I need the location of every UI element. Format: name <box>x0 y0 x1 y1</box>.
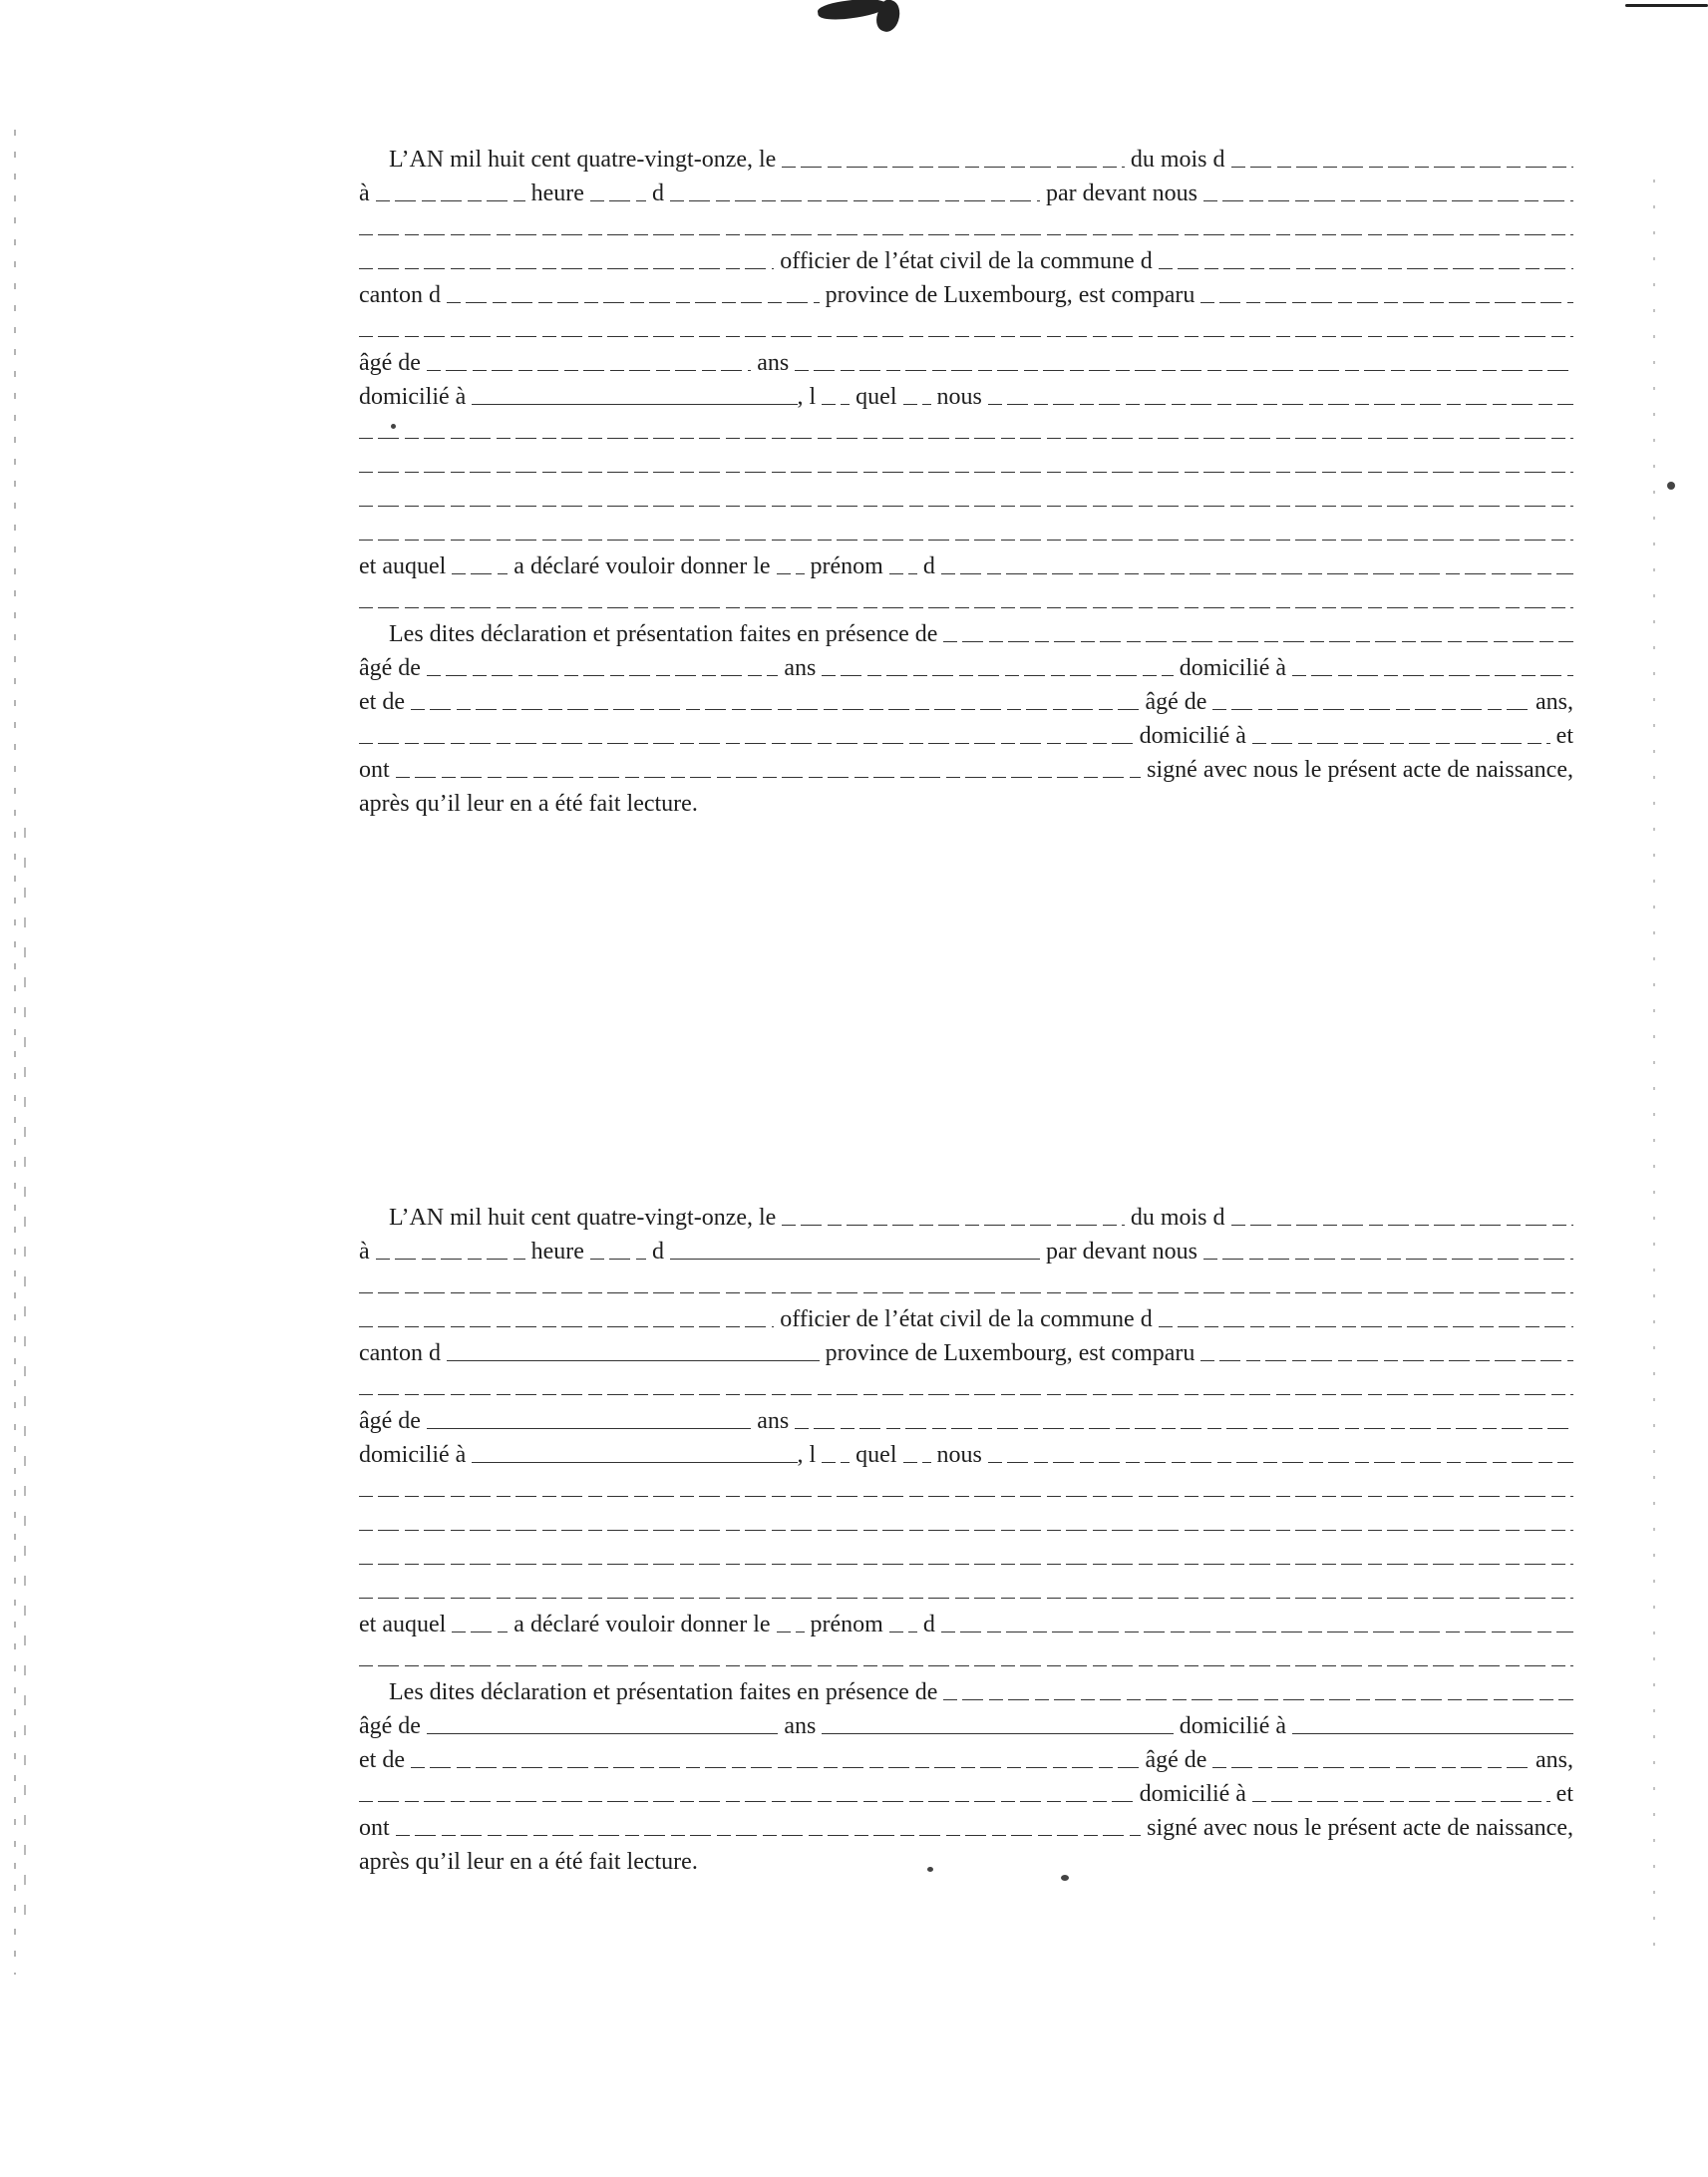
form-line <box>359 377 1573 411</box>
form-text: et de <box>359 1747 405 1773</box>
blank-field[interactable] <box>822 1462 850 1463</box>
blank-field[interactable] <box>777 1632 805 1633</box>
blank-field[interactable] <box>943 1699 1573 1700</box>
form-line <box>359 241 1573 275</box>
blank-field[interactable] <box>447 1360 820 1361</box>
form-text: domicilié à <box>359 384 467 410</box>
form-text: province de Luxembourg, est comparu <box>825 1340 1196 1366</box>
form-line <box>359 343 1573 377</box>
form-text: L’AN mil huit cent quatre-vingt-onze, le <box>389 1205 777 1231</box>
blank-field[interactable] <box>670 1259 1040 1260</box>
blank-field[interactable] <box>943 641 1573 642</box>
form-text: Les dites déclaration et présentation faites en présence de <box>389 621 938 647</box>
blank-field[interactable] <box>427 675 778 676</box>
form-line <box>359 1232 1573 1266</box>
form-text: ans <box>784 1713 817 1739</box>
form-text: ont <box>359 757 390 783</box>
form-text: et auquel <box>359 553 447 579</box>
blank-field[interactable] <box>889 1632 917 1633</box>
blank-field[interactable] <box>376 1259 525 1260</box>
form-text: et <box>1555 1781 1573 1807</box>
form-text: par devant nous <box>1046 1239 1197 1265</box>
blank-field[interactable] <box>1292 1733 1573 1734</box>
form-text: à <box>359 1239 370 1265</box>
form-text: âgé de <box>359 1408 421 1434</box>
form-text: a déclaré vouloir donner le <box>513 1612 771 1637</box>
form-line <box>359 140 1573 174</box>
blank-field[interactable] <box>782 167 1124 168</box>
blank-field[interactable] <box>427 370 751 371</box>
birth-certificate-form-2 <box>359 1198 1573 1876</box>
blank-field[interactable] <box>1212 1767 1530 1768</box>
form-text: âgé de <box>1145 689 1207 715</box>
blank-field[interactable] <box>359 268 774 269</box>
blank-field[interactable] <box>1203 1259 1573 1260</box>
blank-field[interactable] <box>1159 268 1573 269</box>
blank-line[interactable] <box>359 445 1573 479</box>
blank-field[interactable] <box>941 573 1573 574</box>
form-line <box>359 275 1573 309</box>
form-text: heure <box>530 181 584 206</box>
form-text: a déclaré vouloir donner le <box>513 553 771 579</box>
blank-field[interactable] <box>903 1462 931 1463</box>
form-text: âgé de <box>1145 1747 1207 1773</box>
blank-field[interactable] <box>795 1428 1573 1429</box>
blank-field[interactable] <box>941 1632 1573 1633</box>
form-text: officier de l’état civil de la commune d <box>780 248 1153 274</box>
blank-field[interactable] <box>777 573 805 574</box>
form-text: L’AN mil huit cent quatre-vingt-onze, le <box>389 147 777 173</box>
blank-field[interactable] <box>590 200 646 201</box>
form-text: ans, <box>1536 689 1573 715</box>
form-text: province de Luxembourg, est comparu <box>825 282 1196 308</box>
blank-field[interactable] <box>452 573 508 574</box>
blank-field[interactable] <box>822 675 1173 676</box>
blank-line[interactable] <box>359 1503 1573 1537</box>
form-line <box>359 1198 1573 1232</box>
blank-line[interactable] <box>359 1571 1573 1605</box>
blank-field[interactable] <box>427 1428 751 1429</box>
blank-field[interactable] <box>889 573 917 574</box>
blank-field[interactable] <box>396 777 1142 778</box>
blank-field[interactable] <box>1292 675 1573 676</box>
form-text: d <box>922 553 935 579</box>
blank-field[interactable] <box>1203 200 1573 201</box>
blank-field[interactable] <box>359 1326 774 1327</box>
form-line <box>359 1333 1573 1367</box>
blank-field[interactable] <box>795 370 1573 371</box>
form-text: du mois d <box>1130 1205 1225 1231</box>
blank-field[interactable] <box>472 404 797 405</box>
blank-field[interactable] <box>1231 167 1573 168</box>
form-text: ans <box>757 350 790 376</box>
form-line <box>359 716 1573 750</box>
form-text: et auquel <box>359 1612 447 1637</box>
form-text: domicilié à <box>359 1442 467 1468</box>
form-text: canton d <box>359 1340 441 1366</box>
blank-line[interactable] <box>359 1367 1573 1401</box>
form-text: du mois d <box>1130 147 1225 173</box>
ink-speck <box>1667 482 1675 490</box>
form-line <box>359 174 1573 207</box>
blank-field[interactable] <box>903 404 931 405</box>
form-line <box>359 1605 1573 1638</box>
blank-field[interactable] <box>452 1632 508 1633</box>
form-text: d <box>651 181 664 206</box>
blank-field[interactable] <box>411 1767 1139 1768</box>
form-text: , l <box>797 384 817 410</box>
blank-field[interactable] <box>782 1225 1124 1226</box>
form-line <box>359 1435 1573 1469</box>
form-text: ont <box>359 1815 390 1841</box>
form-text: domicilié à <box>1179 1713 1287 1739</box>
form-text: d <box>651 1239 664 1265</box>
blank-line[interactable] <box>359 513 1573 546</box>
form-text: domicilié à <box>1179 655 1287 681</box>
blank-line[interactable] <box>359 479 1573 513</box>
blank-line[interactable] <box>359 580 1573 614</box>
form-line <box>359 1299 1573 1333</box>
form-text: canton d <box>359 282 441 308</box>
blank-field[interactable] <box>1231 1225 1573 1226</box>
blank-field[interactable] <box>670 200 1040 201</box>
blank-line[interactable] <box>359 1469 1573 1503</box>
blank-field[interactable] <box>1212 709 1530 710</box>
blank-field[interactable] <box>1252 743 1550 744</box>
form-text: quel <box>855 384 897 410</box>
form-text: Les dites déclaration et présentation faites en présence de <box>389 1679 938 1705</box>
blank-line[interactable] <box>359 207 1573 241</box>
blank-field[interactable] <box>359 1801 1134 1802</box>
form-line <box>359 1740 1573 1774</box>
form-text: et <box>1555 723 1573 749</box>
form-line <box>359 1808 1573 1842</box>
form-text: d <box>922 1612 935 1637</box>
form-text: nous <box>936 1442 982 1468</box>
form-text: après qu’il leur en a été fait lecture. <box>359 791 698 817</box>
blank-field[interactable] <box>988 404 1573 405</box>
blank-line[interactable] <box>359 411 1573 445</box>
blank-field[interactable] <box>396 1835 1142 1836</box>
form-text: par devant nous <box>1046 181 1197 206</box>
blank-line[interactable] <box>359 1638 1573 1672</box>
form-line <box>359 682 1573 716</box>
form-line <box>359 1842 1573 1876</box>
form-line <box>359 784 1573 818</box>
ink-stroke <box>1625 4 1708 7</box>
form-text: ans <box>757 1408 790 1434</box>
form-text: après qu’il leur en a été fait lecture. <box>359 1849 698 1875</box>
blank-field[interactable] <box>1252 1801 1550 1802</box>
blank-field[interactable] <box>1159 1326 1573 1327</box>
blank-field[interactable] <box>447 302 820 303</box>
blank-line[interactable] <box>359 1266 1573 1299</box>
scan-edge-artifact <box>24 828 26 1925</box>
blank-field[interactable] <box>822 404 850 405</box>
form-line <box>359 1401 1573 1435</box>
form-text: domicilié à <box>1139 1781 1246 1807</box>
blank-field[interactable] <box>822 1733 1173 1734</box>
form-line <box>359 1672 1573 1706</box>
form-text: , l <box>797 1442 817 1468</box>
form-text: prénom <box>810 1612 883 1637</box>
blank-field[interactable] <box>1200 302 1573 303</box>
scan-edge-artifact <box>14 130 16 1975</box>
form-text: quel <box>855 1442 897 1468</box>
form-line <box>359 1706 1573 1740</box>
form-text: à <box>359 181 370 206</box>
blank-field[interactable] <box>427 1733 778 1734</box>
form-text: âgé de <box>359 655 421 681</box>
form-text: nous <box>936 384 982 410</box>
form-text: signé avec nous le présent acte de naissance, <box>1147 757 1573 783</box>
form-text: domicilié à <box>1139 723 1246 749</box>
form-line <box>359 1774 1573 1808</box>
birth-certificate-form-1 <box>359 140 1573 818</box>
form-text: prénom <box>810 553 883 579</box>
blank-line[interactable] <box>359 1537 1573 1571</box>
blank-field[interactable] <box>1200 1360 1573 1361</box>
form-text: officier de l’état civil de la commune d <box>780 1306 1153 1332</box>
form-text: ans, <box>1536 1747 1573 1773</box>
form-text: et de <box>359 689 405 715</box>
form-line <box>359 648 1573 682</box>
form-text: âgé de <box>359 350 421 376</box>
form-text: signé avec nous le présent acte de naissance, <box>1147 1815 1573 1841</box>
form-text: ans <box>784 655 817 681</box>
form-text: âgé de <box>359 1713 421 1739</box>
blank-field[interactable] <box>590 1259 646 1260</box>
blank-field[interactable] <box>411 709 1139 710</box>
form-line <box>359 546 1573 580</box>
form-line <box>359 614 1573 648</box>
form-line <box>359 750 1573 784</box>
blank-field[interactable] <box>988 1462 1573 1463</box>
blank-line[interactable] <box>359 309 1573 343</box>
form-text: heure <box>530 1239 584 1265</box>
blank-field[interactable] <box>376 200 525 201</box>
scan-edge-artifact <box>1653 180 1655 1955</box>
blank-field[interactable] <box>472 1462 797 1463</box>
blank-field[interactable] <box>359 743 1134 744</box>
